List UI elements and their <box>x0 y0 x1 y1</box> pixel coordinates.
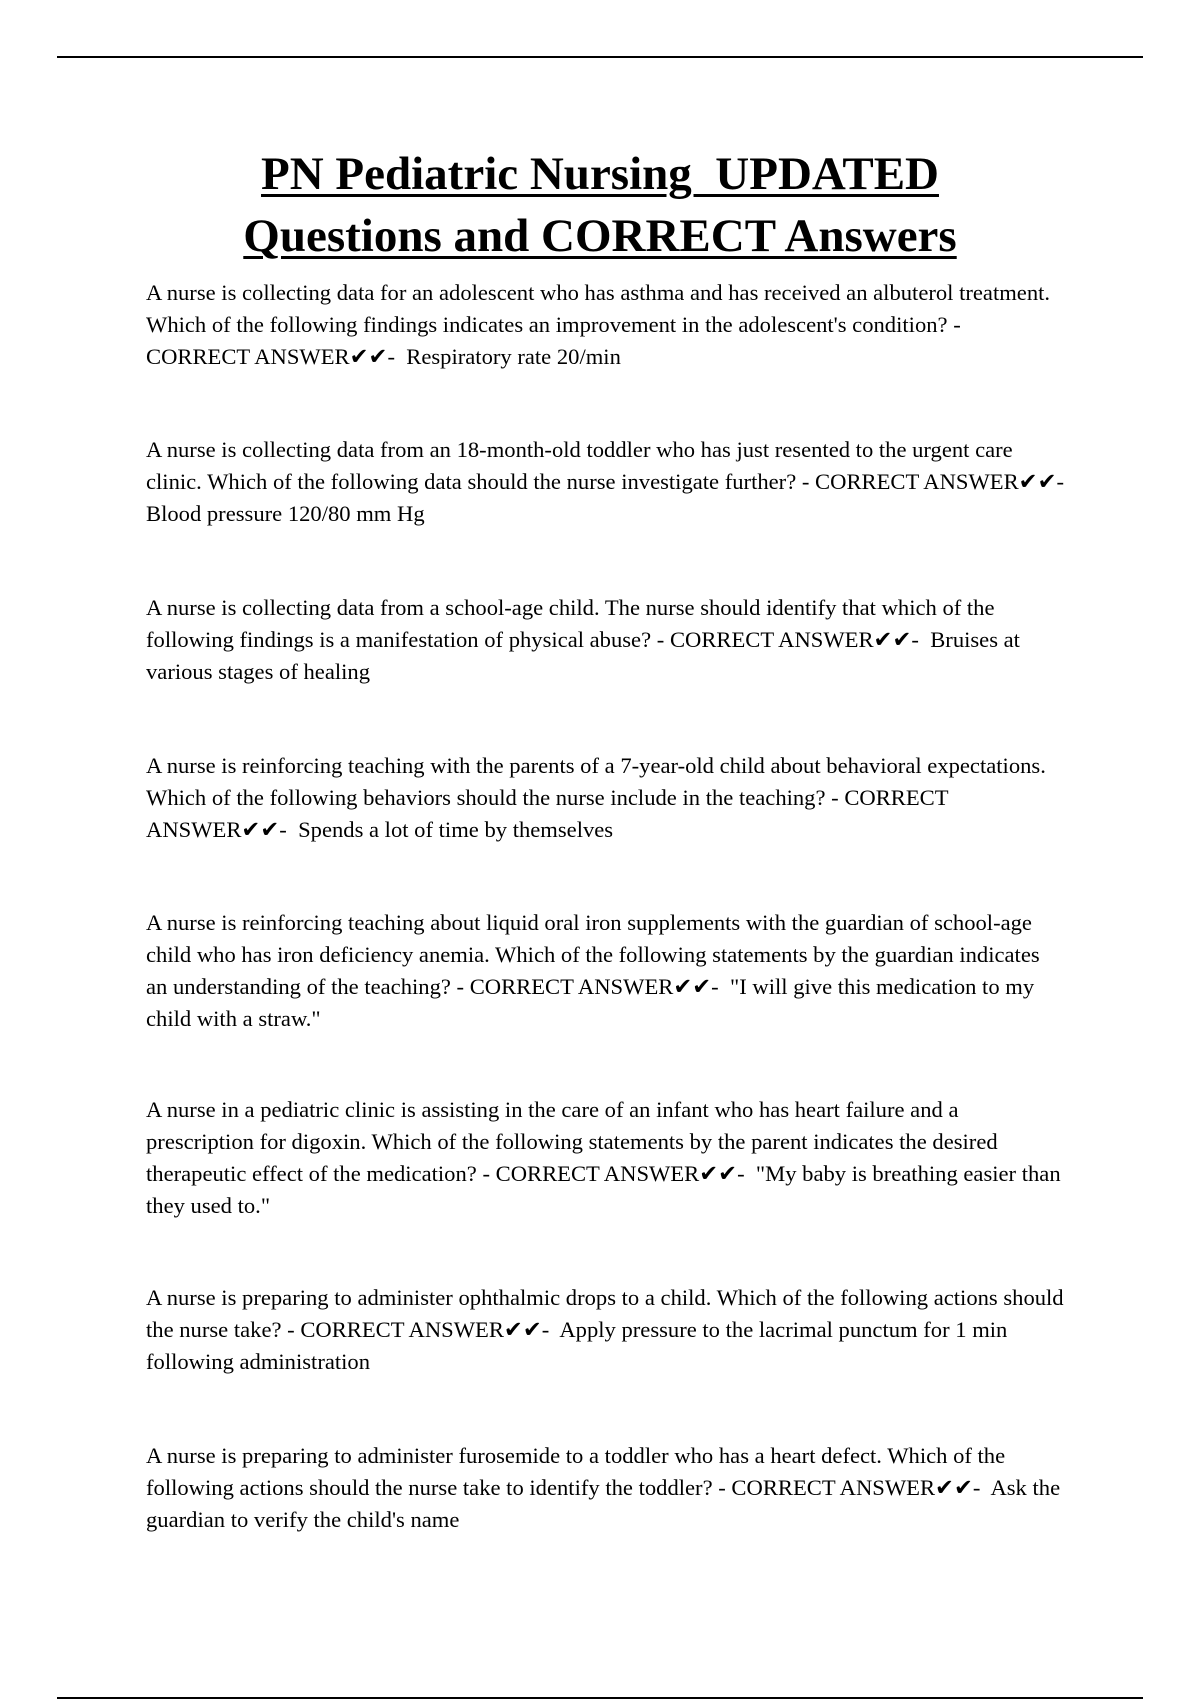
question-text: A nurse is collecting data from a school-age child. The nurse should identify that which of the following findings is a manifestation of physical abuse? <box>146 595 995 652</box>
qa-item-5 <box>146 907 1066 1035</box>
answer-text: Bruises at various stages of healing <box>146 627 1020 684</box>
answer-text: Respiratory rate 20/min <box>406 344 621 369</box>
answer-text: Apply pressure to the lacrimal punctum for 1 min following administration <box>146 1317 1008 1374</box>
question-text: A nurse is collecting data for an adolescent who has asthma and has received an albuterol treatment. Which of the following findings indicates an improvement in the adolescent's condition? <box>146 280 1051 337</box>
question-text: A nurse is reinforcing teaching about liquid oral iron supplements with the guardian of school-age child who has iron deficiency anemia. Which of the following statements by the guardian indicates an understanding of the teaching? <box>146 910 1040 999</box>
qa-item-4 <box>146 750 1066 846</box>
correct-answer-label: - CORRECT ANSWER✔✔- <box>281 1317 560 1342</box>
qa-item-3 <box>146 592 1066 688</box>
answer-text: "I will give this medication to my child with a straw." <box>146 974 1035 1031</box>
qa-item-1 <box>146 277 1066 373</box>
bottom-rule <box>57 1697 1143 1699</box>
answer-text: Blood pressure 120/80 mm Hg <box>146 501 425 526</box>
correct-answer-label: - CORRECT ANSWER✔✔- <box>712 1475 991 1500</box>
qa-item-8 <box>146 1440 1066 1536</box>
correct-answer-label: - CORRECT ANSWER✔✔- <box>450 974 730 999</box>
title-line-1: PN Pediatric Nursing UPDATED <box>261 148 939 200</box>
correct-answer-label: - CORRECT ANSWER✔✔- <box>651 627 931 652</box>
question-text: A nurse in a pediatric clinic is assisting in the care of an infant who has heart failure and a prescription for digoxin. Which of the following statements by the parent indicates the desired therapeutic effect of the medication? <box>146 1097 998 1186</box>
answer-text: "My baby is breathing easier than they used to." <box>146 1161 1061 1218</box>
top-rule <box>57 56 1143 58</box>
correct-answer-label: - CORRECT ANSWER✔✔- <box>476 1161 756 1186</box>
question-text: A nurse is preparing to administer furosemide to a toddler who has a heart defect. Which of the following actions should the nurse take to identify the toddler? <box>146 1443 1006 1500</box>
answer-text: Ask the guardian to verify the child's name <box>146 1475 1061 1532</box>
title-line-2: Questions and CORRECT Answers <box>243 210 957 262</box>
answer-text: Spends a lot of time by themselves <box>298 817 614 842</box>
correct-answer-label: - CORRECT ANSWER✔✔- <box>796 469 1076 494</box>
qa-item-2 <box>146 434 1076 530</box>
correct-answer-label: - CORRECT ANSWER✔✔- <box>146 785 953 842</box>
qa-item-7 <box>146 1282 1066 1378</box>
qa-item-6 <box>146 1094 1066 1222</box>
question-text: A nurse is collecting data from an 18-month-old toddler who has just resented to the urgent care clinic. Which of the following data should the nurse investigate further? <box>146 437 1013 494</box>
page-title <box>0 143 1200 267</box>
question-text: A nurse is reinforcing teaching with the parents of a 7-year-old child about behavioral expectations. Which of the following behaviors should the nurse include in the teaching? <box>146 753 1046 810</box>
question-text: A nurse is preparing to administer ophthalmic drops to a child. Which of the following actions should the nurse take? <box>146 1285 1064 1342</box>
correct-answer-label: - CORRECT ANSWER✔✔- <box>146 312 967 369</box>
